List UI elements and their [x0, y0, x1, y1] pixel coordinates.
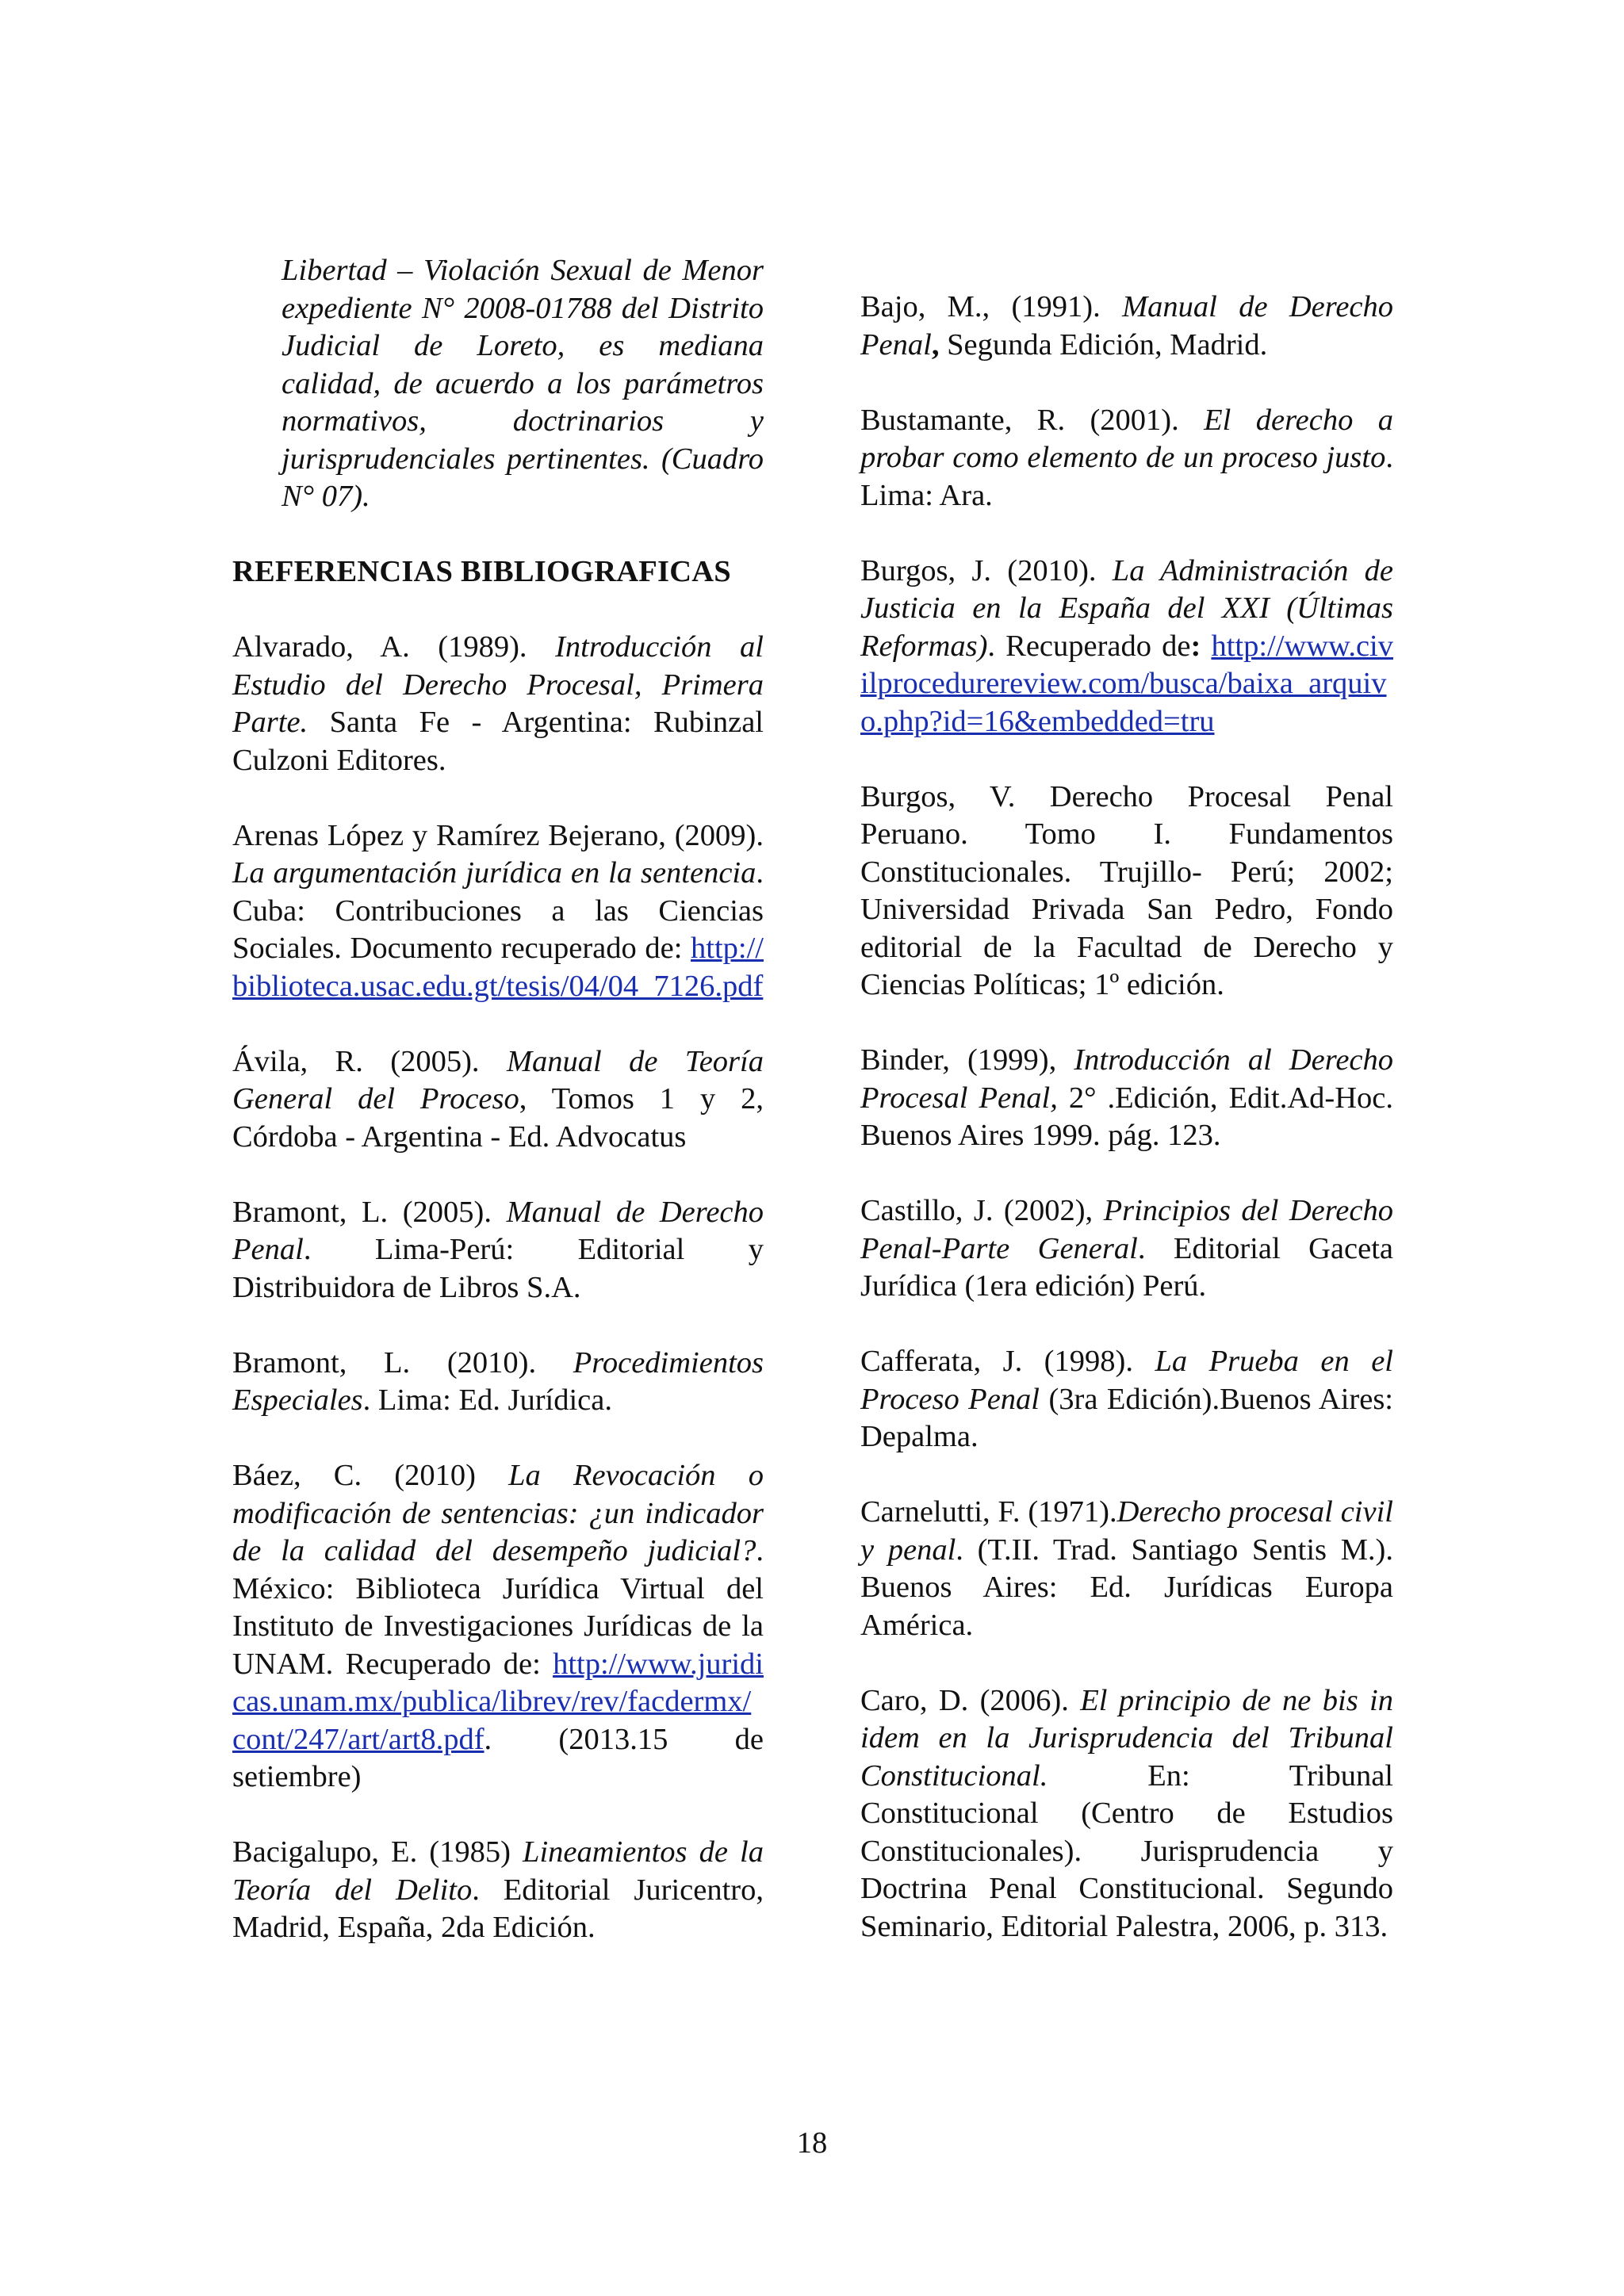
ref-title: Procedimientos Especiales	[232, 1345, 764, 1417]
ref-text: Burgos, V. Derecho Procesal Penal Peruano. Tomo I. Fundamentos Constitucionales. Trujillo- Perú; 2002; Universidad Privada San Pedro, Fondo editorial de la Facultad de Derecho y Ciencias Políticas; 1º edición.	[860, 779, 1393, 1001]
reference-entry	[232, 1345, 764, 1420]
ref-authors: Castillo, J. (2002),	[860, 1194, 1104, 1227]
ref-title: La Administración de Justicia en la España del XXI (Últimas Reformas)	[860, 553, 1393, 663]
ref-authors: Arenas López y Ramírez Bejerano, (2009).	[232, 818, 764, 852]
right-column	[860, 289, 1393, 1984]
ref-link[interactable]: http://www.civilprocedurereview.com/busca/baixa_arquivo.php?id=16&embedded=tru	[860, 629, 1393, 738]
ref-authors: Báez, C. (2010)	[232, 1459, 509, 1492]
reference-entry	[232, 817, 764, 1006]
ref-details: (3ra Edición).Buenos Aires: Depalma.	[860, 1382, 1393, 1453]
ref-punctuation: ,	[931, 327, 940, 362]
reference-entry	[232, 629, 764, 779]
reference-entry	[860, 1682, 1393, 1946]
reference-entry	[860, 553, 1393, 741]
reference-entry	[860, 289, 1393, 364]
page-number: 18	[796, 2126, 828, 2160]
reference-entry	[232, 1043, 764, 1157]
ref-details: Segunda Edición, Madrid.	[939, 327, 1268, 362]
ref-details: . (T.II. Trad. Santiago Sentis M.). Buenos Aires: Ed. Jurídicas Europa América.	[860, 1533, 1394, 1642]
ref-title: Principios del Derecho Penal-Parte General	[860, 1194, 1393, 1265]
reference-entry	[860, 1494, 1393, 1644]
ref-title: El derecho a probar como elemento de un proceso justo	[860, 403, 1393, 474]
ref-details: . Lima: Ara.	[860, 441, 1393, 512]
left-column	[232, 252, 764, 1984]
reference-entry	[232, 1457, 764, 1797]
ref-title: El principio de ne bis in idem en la Jurisprudencia del Tribunal Constitucional.	[860, 1683, 1393, 1793]
ref-authors: Bacigalupo, E. (1985)	[232, 1835, 523, 1869]
ref-authors: Alvarado, A. (1989).	[232, 630, 556, 664]
reference-entry	[860, 402, 1393, 515]
reference-entry	[860, 1192, 1393, 1306]
ref-link[interactable]: http://biblioteca.usac.edu.gt/tesis/04/04_7126.pdf	[232, 932, 764, 1003]
ref-details: , Tomos 1 y 2, Córdoba - Argentina - Ed. Advocatus	[232, 1082, 764, 1154]
ref-details: 2° .Edición, Edit.Ad-Hoc. Buenos Aires 1999. pág. 123.	[860, 1081, 1393, 1152]
ref-authors: Cafferata, J. (1998).	[860, 1345, 1155, 1378]
ref-link[interactable]: http://www.juridicas.unam.mx/publica/librev/rev/facdermx/cont/247/art/art8.pdf	[232, 1647, 764, 1756]
ref-authors: Carnelutti, F. (1971).	[860, 1495, 1117, 1529]
ref-details: . Lima-Perú: Editorial y Distribuidora de Libros S.A.	[232, 1233, 764, 1304]
ref-authors: Burgos, J. (2010).	[860, 553, 1113, 587]
ref-punctuation: :	[1190, 629, 1201, 663]
ref-details: En: Tribunal Constitucional (Centro de Estudios Constitucionales). Jurisprudencia y Doctrina Penal Constitucional. Segundo Seminario, Editorial Palestra, 2006, p. 313.	[860, 1758, 1393, 1943]
ref-authors: Bustamante, R. (2001).	[860, 403, 1205, 437]
ref-title: Introducción al Estudio del Derecho Procesal, Primera Parte.	[232, 630, 764, 739]
ref-date: . (2013.15 de setiembre)	[232, 1722, 764, 1793]
ref-authors: Ávila, R. (2005).	[232, 1044, 507, 1078]
ref-details: . Cuba: Contribuciones a las Ciencias Sociales. Documento recuperado de:	[232, 856, 764, 965]
reference-entry	[860, 1343, 1393, 1456]
ref-authors: Binder, (1999),	[860, 1043, 1074, 1077]
ref-title: La argumentación jurídica en la sentencia	[232, 856, 756, 890]
ref-authors: Bramont, L. (2010).	[232, 1345, 573, 1380]
reference-entry	[860, 1042, 1393, 1155]
ref-title: Derecho procesal civil y penal	[860, 1495, 1393, 1567]
intro-paragraph: Libertad – Violación Sexual de Menor expediente N° 2008-01788 del Distrito Judicial de Loreto, es mediana calidad, de acuerdo a los parámetros normativos, doctrinarios y jurisprudenciales pertinentes. (Cuadro N° 07).	[282, 254, 764, 513]
reference-entry	[232, 1194, 764, 1307]
ref-title: Lineamientos de la Teoría del Delito	[232, 1835, 764, 1907]
ref-details: . México: Biblioteca Jurídica Virtual del Instituto de Investigaciones Jurídicas de la UNAM. Recuperado de:	[232, 1534, 764, 1681]
ref-title: Manual de Derecho Penal	[860, 290, 1393, 362]
ref-title: Introducción al Derecho Procesal Penal,	[860, 1043, 1393, 1115]
ref-title: La Prueba en el Proceso Penal	[860, 1345, 1393, 1416]
ref-authors: Bajo, M., (1991).	[860, 290, 1123, 323]
ref-authors: Bramont, L. (2005).	[232, 1195, 507, 1229]
ref-title: La Revocación o modificación de sentencias: ¿un indicador de la calidad del desempeño judicial?	[232, 1459, 764, 1567]
ref-details: . Editorial Juricentro, Madrid, España, 2da Edición.	[232, 1873, 764, 1944]
ref-details: Santa Fe - Argentina: Rubinzal Culzoni Editores.	[232, 706, 764, 777]
ref-details: . Recuperado de	[987, 629, 1191, 663]
references-heading: REFERENCIAS BIBLIOGRAFICAS	[232, 555, 731, 588]
ref-details: . Lima: Ed. Jurídica.	[362, 1383, 612, 1417]
ref-title: Manual de Derecho Penal	[232, 1195, 764, 1266]
ref-authors: Caro, D. (2006).	[860, 1683, 1081, 1717]
reference-entry	[860, 779, 1393, 1004]
reference-entry	[232, 1834, 764, 1947]
ref-details: . Editorial Gaceta Jurídica (1era edición) Perú.	[860, 1231, 1393, 1303]
ref-title: Manual de Teoría General del Proceso	[232, 1044, 764, 1115]
